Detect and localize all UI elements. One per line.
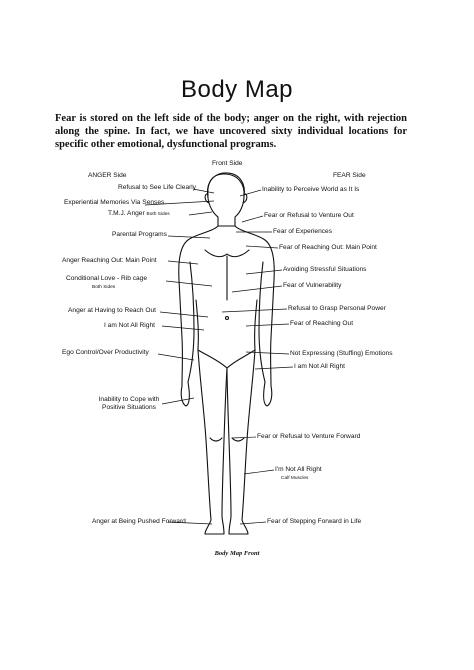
head-outline: [208, 174, 245, 226]
fear-side-header: FEAR Side: [333, 172, 366, 179]
label-fear-refusal-venture-out: Fear or Refusal to Venture Out: [264, 212, 354, 219]
label-refusal-to-see-life-clearly: Refusal to See Life Clearly: [118, 184, 197, 191]
label-inability-to-cope: Inability to Cope with Positive Situations: [98, 396, 160, 411]
label-im-not-all-right-calf: I'm Not All Right: [275, 466, 322, 473]
anger-side-header: ANGER Side: [88, 172, 127, 179]
label-anger-having-to-reach-out: Anger at Having to Reach Out: [68, 307, 156, 314]
page-title: Body Map: [180, 76, 294, 103]
label-tmj-anger: [108, 210, 170, 219]
label-experiential-memories: Experiential Memories Via Senses: [64, 199, 165, 206]
label-conditional-love: Conditional Love - Rib cage: [66, 275, 148, 282]
label-fear-of-vulnerability: Fear of Vulnerability: [283, 282, 342, 289]
figure-caption: Body Map Front: [214, 550, 260, 557]
left-leg: [198, 350, 227, 534]
label-i-am-not-all-right-right: I am Not All Right: [294, 363, 345, 370]
label-i-am-not-all-right-left: I am Not All Right: [104, 322, 155, 329]
label-tmj-anger-text: T.M.J. Anger: [108, 210, 145, 217]
label-fear-of-experiences: Fear of Experiences: [273, 228, 333, 235]
right-leg: [227, 350, 255, 534]
label-parental-programs: Parental Programs: [112, 231, 167, 238]
label-fear-reaching-out-main: Fear of Reaching Out: Main Point: [279, 244, 377, 251]
label-calf-muscles-note: Calf Muscles: [281, 476, 309, 481]
label-avoiding-stressful-situations: Avoiding Stressful Situations: [283, 266, 367, 273]
label-fear-venture-forward: Fear or Refusal to Venture Forward: [257, 433, 361, 440]
label-inability-to-perceive-world: Inability to Perceive World as It Is: [262, 186, 360, 193]
label-fear-stepping-forward: Fear of Stepping Forward in Life: [267, 518, 362, 525]
label-tmj-anger-note: Both Sides: [146, 212, 170, 217]
intro-paragraph: Fear is stored on the left side of the body; anger on the right, with rejection along the spine. In fact, we have uncovered sixty individual locations for specific other emotional, dysfunctional programs.: [55, 113, 407, 150]
label-anger-reaching-out-main: Anger Reaching Out: Main Point: [62, 257, 157, 264]
label-fear-of-reaching-out: Fear of Reaching Out: [290, 320, 354, 327]
label-anger-pushed-forward: Anger at Being Pushed Forward: [92, 518, 186, 525]
label-conditional-love-note: Both Sides: [92, 285, 116, 290]
front-side-header: Front Side: [212, 160, 243, 167]
label-not-expressing-emotions: Not Expressing (Stuffing) Emotions: [290, 350, 393, 357]
label-ego-control: Ego Control/Over Productivity: [62, 349, 149, 356]
label-refusal-grasp-power: Refusal to Grasp Personal Power: [288, 305, 386, 312]
